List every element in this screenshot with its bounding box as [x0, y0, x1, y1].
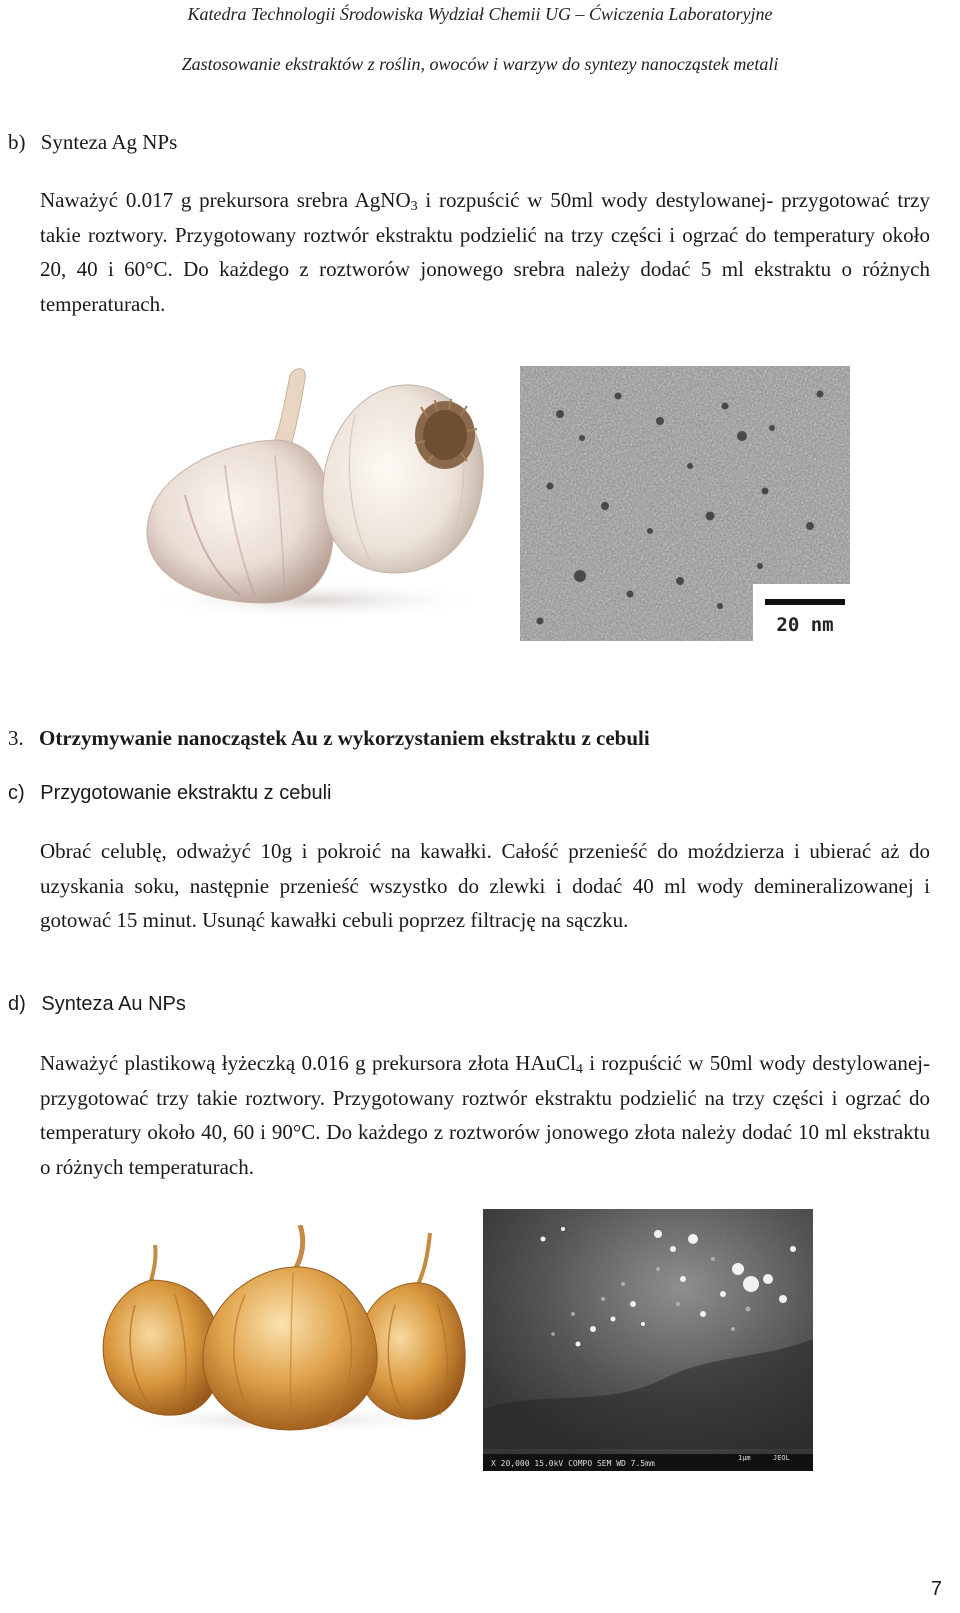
section-3-title: Otrzymywanie nanocząstek Au z wykorzystaniem ekstraktu z cebuli [39, 726, 650, 750]
section-d-para-start: Naważyć plastikową łyżeczką 0.016 g prekursora złota HAuCl [40, 1051, 576, 1075]
section-c-heading [8, 782, 331, 805]
section-c-title: Przygotowanie ekstraktu z cebuli [40, 782, 332, 804]
tem-micrograph-ag [520, 366, 850, 641]
section-b-marker: b) [8, 130, 26, 154]
section-b-paragraph [40, 183, 930, 321]
section-c-marker: c) [8, 782, 25, 804]
section-3-number: 3. [8, 726, 24, 750]
section-c-paragraph: Obrać celublę, odważyć 10g i pokroić na kawałki. Całość przenieść do moździerza i ubierać aż do uzyskania soku, następnie przenieść wszystko do zlewki i dodać 40 ml wody demineralizowanej i gotować 15 minut. Usunąć kawałki cebuli poprzez filtrację na sączku. [40, 839, 930, 932]
section-b-heading [8, 130, 177, 155]
section-b-para-rest: i rozpuścić w 50ml wody destylowanej- przygotować trzy takie roztwory. Przygotowany roztwór ekstraktu podzielić na trzy części i ogrzać do temperatury około 20, 40 i 60°C. Do każdego z roztworów jonowego srebra należy dodać 5 ml ekstraktu o różnych temperaturach. [40, 188, 931, 316]
garlic-photo [115, 345, 500, 625]
running-header-line1: Katedra Technologii Środowiska Wydział Chemii UG – Ćwiczenia Laboratoryjne [187, 4, 773, 24]
section-b-para-start: Naważyć 0.017 g prekursora srebra AgNO [40, 188, 411, 212]
sem-scale-label: 1µm [738, 1454, 751, 1462]
onion-photo [95, 1225, 475, 1435]
section-d-heading [8, 993, 186, 1016]
sem-info-label: X 20,000 15.0kV COMPO SEM WD 7.5mm [491, 1459, 655, 1468]
section-d-marker: d) [8, 993, 26, 1015]
running-header-line2: Zastosowanie ekstraktów z roślin, owoców i warzyw do syntezy nanocząstek metali [181, 54, 779, 74]
section-d-para-rest: i rozpuścić w 50ml wody destylowanej-przygotować trzy takie roztwory. Przygotowany roztwór ekstraktu podzielić na trzy części i ogrzać do temperatury około 40, 60 i 90°C. Do każdego z roztworów jonowego złota należy dodać 10 ml ekstraktu o różnych temperaturach. [40, 1051, 931, 1179]
page-number: 7 [930, 1578, 942, 1600]
section-3-heading [8, 726, 650, 751]
tem-scale-label: 20 nm [776, 614, 834, 636]
section-b-title: Synteza Ag NPs [40, 130, 178, 154]
section-d-paragraph [40, 1046, 930, 1184]
sem-brand-label: JEOL [773, 1454, 790, 1462]
sem-micrograph-au [483, 1209, 813, 1471]
section-b-para-subscript: 3 [410, 199, 418, 214]
section-d-para-subscript: 4 [575, 1062, 583, 1077]
section-d-title: Synteza Au NPs [41, 993, 186, 1015]
